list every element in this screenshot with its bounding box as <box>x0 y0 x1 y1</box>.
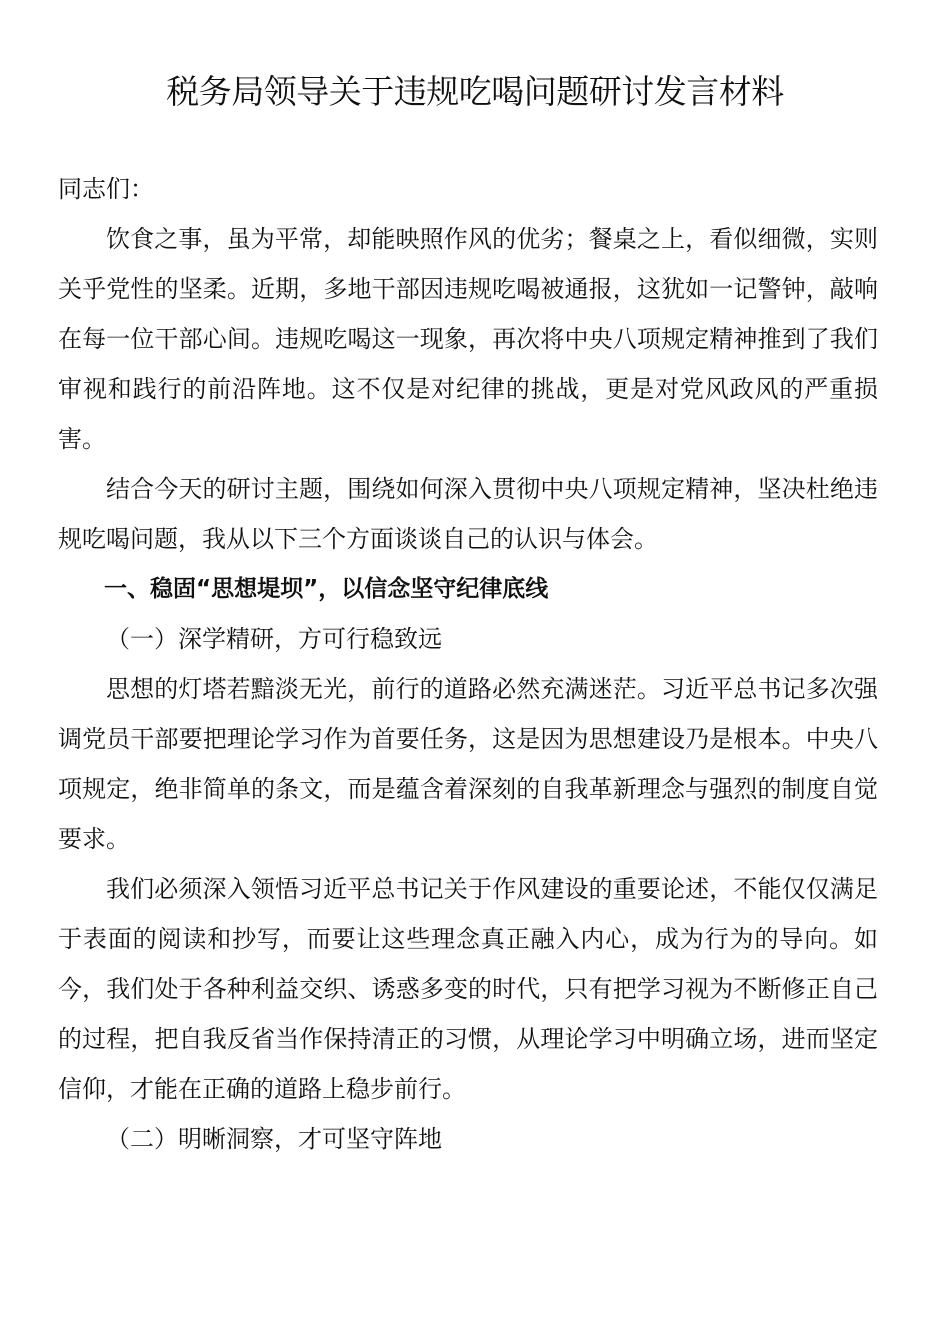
paragraph-section1-2: 我们必须深入领悟习近平总书记关于作风建设的重要论述，不能仅仅满足于表面的阅读和抄写，而要让这些理念真正融入内心，成为行为的导向。如今，我们处于各种利益交织、诱惑多变的时代，只有把学习视为不断修正自己的过程，把自我反省当作保持清正的习惯，从理论学习中明确立场，进而坚定信仰，才能在正确的道路上稳步前行。 <box>58 875 878 1103</box>
document-body <box>58 164 878 1164</box>
subsection-heading-2: （二）明晰洞察，才可坚守阵地 <box>106 1125 442 1153</box>
section-heading-1: 一、稳固“思想堤坝”，以信念坚守纪律底线 <box>104 576 549 602</box>
document-title: 税务局领导关于违规吃喝问题研讨发言材料 <box>166 72 784 111</box>
paragraph-intro-2: 结合今天的研讨主题，围绕如何深入贯彻中央八项规定精神，坚决杜绝违规吃喝问题，我从以下三个方面谈谈自己的认识与体会。 <box>58 475 878 553</box>
paragraph-intro-1: 饮食之事，虽为平常，却能映照作风的优劣；餐桌之上，看似细微，实则关乎党性的坚柔。近期，多地干部因违规吃喝被通报，这犹如一记警钟，敲响在每一位干部心间。违规吃喝这一现象，再次将中央八项规定精神推到了我们审视和践行的前沿阵地。这不仅是对纪律的挑战，更是对党风政风的严重损害。 <box>58 225 878 453</box>
subsection-heading-1: （一）深学精研，方可行稳致远 <box>106 625 442 653</box>
salutation: 同志们： <box>58 175 154 203</box>
paragraph-section1-1: 思想的灯塔若黯淡无光，前行的道路必然充满迷茫。习近平总书记多次强调党员干部要把理论学习作为首要任务，这是因为思想建设乃是根本。中央八项规定，绝非简单的条文，而是蕴含着深刻的自我革新理念与强烈的制度自觉要求。 <box>58 675 878 853</box>
